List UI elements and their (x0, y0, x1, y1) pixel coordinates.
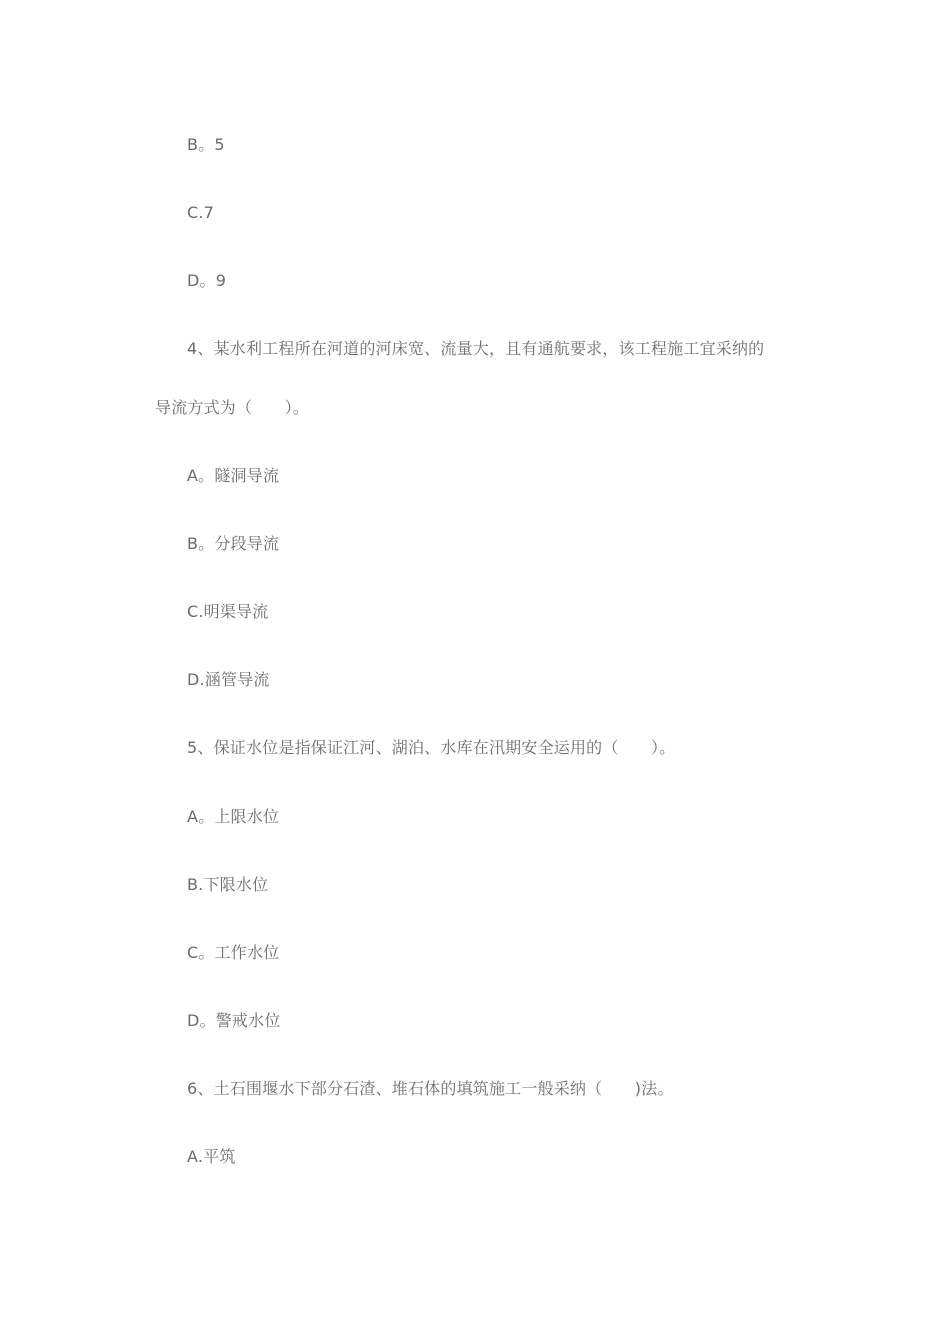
question-6: 6、土石围堰水下部分石渣、堆石体的填筑施工一般采纳（ )法。 (187, 1079, 674, 1098)
option-a-q6: A.平筑 (187, 1147, 236, 1166)
question-5: 5、保证水位是指保证江河、湖泊、水库在汛期安全运用的（ ）。 (187, 738, 676, 757)
option-a-q5: A。上限水位 (187, 807, 280, 826)
option-d-q4: D.涵管导流 (187, 670, 270, 689)
option-b-q5: B.下限水位 (187, 875, 269, 894)
option-b-q3: B。5 (187, 135, 225, 154)
option-c-q5: C。工作水位 (187, 943, 280, 962)
question-4: 4、某水利工程所在河道的河床宽、流量大，且有通航要求，该工程施工宜采纳的 (187, 339, 765, 358)
option-b-q4: B。分段导流 (187, 534, 280, 553)
option-c-q4: C.明渠导流 (187, 602, 269, 621)
question-4-continuation: 导流方式为（ ）。 (155, 398, 310, 417)
option-c-q3: C.7 (187, 203, 215, 222)
option-d-q5: D。警戒水位 (187, 1011, 281, 1030)
option-d-q3: D。9 (187, 271, 227, 290)
option-a-q4: A。隧洞导流 (187, 466, 280, 485)
